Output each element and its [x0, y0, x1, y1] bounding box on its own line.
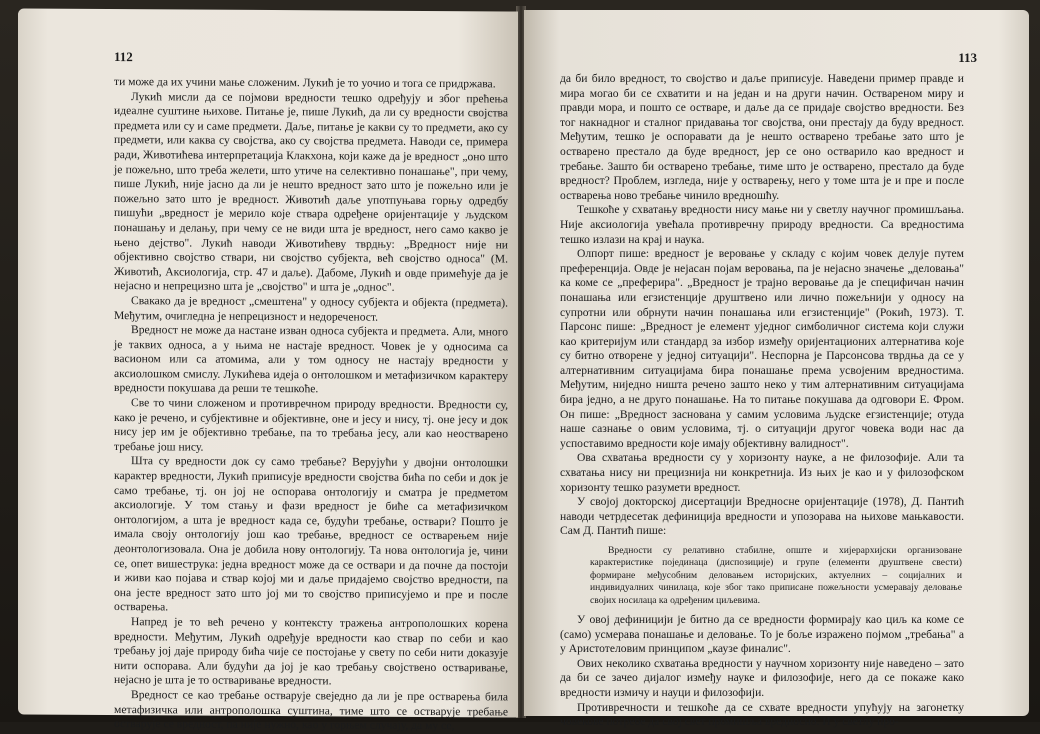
- paragraph: Напред је то већ речено у контексту тражења антрополошких корена вредности. Међутим, Лукић одређује вредности као ствар по себи и као требању јој даје природу бића чије се постојање у свету по себи нити доказује нити оспорава. Али будући да јој је као требању својствено остваривање, нејасно је шта је то остваривање вредности.: [114, 615, 508, 688]
- paragraph: Олпорт пише: вредност је веровање у складу с којим човек делује путем преференција. Овде је нејасан појам веровања, па је нејасно значење „деловања" ка коме се „преферира". „Вредност је трајно веровање да је специфичан начин понашања или егзистенције друштвено или лично пожељнији у односу на супротни или обрнути начин понашања или егзистенције" (Рокић, 1973). Т. Парсонс пише: „Вредност је елемент уједног симболичног система који служи као критеријум или стандард за избор између оријентационих алтернатива које су битно отворене у једној ситуацији". Неспорна је Парсонсова тврдња да се у алтернативним ситуацијама бира понашање према усвојеним вредностима. Међутим, ниједно ништа речено зашто неко у тим алтернативним ситуацијама бира једно, а не друго понашање. На то питање покушава да одговори Е. Фром. Он пише: „Вредност заснована у самим условима људске егзистенције; отуда наше сазнање о овим условима, тј. о ситуацији другог човека води нас да успоставимо вредности које имају објективну валидност".: [560, 247, 964, 450]
- paragraph: Вредност не може да настане изван односа субјекта и предмета. Али, много је таквих односа, а у њима не настаје вредност. Човек је у односима са васионом или са атомима, али у том односу не настају вредности у аксиолошком смислу. Лукићева идеја о онтолошком и метафизичком карактеру вредности покушава да реши те тешкоће.: [114, 323, 508, 396]
- paragraph: Све то чини сложеном и противречном природу вредности. Вредности су, како је речено, и субјективне и објективне, оне и јесу и нису, тј. оне јесу и док нису јер им је објективно требање, па то требања јесу, али као неостварено требање још нису.: [114, 396, 508, 454]
- block-quote-text: Вредности су релативно стабилне, опште и хијерархијски организоване карактеристике појединаца (диспозиције) и групе (елементи друштвене свести) формиране међусобним деловањем историјских, актуелних – социјалних и индивидуалних чинилаца, које због тако приписане пожељности усмеравају деловање својих носилаца ка одређеним циљевима.: [590, 545, 962, 606]
- paragraph: ти може да их учини мање сложеним. Лукић је то уочио и тога се придржава.: [114, 75, 496, 91]
- paragraph: Противречности и тешкоће да се схвате вредности упућују на загонетку човекове потребе да свој свет промишља вредносно. И у светлу про-: [560, 700, 964, 729]
- paragraph: Лукић мисли да се појмови вредности тешко одређују и због прећења идеалне суштине њихове. Питање је, пише Лукић, да ли су вредности својства предмета или су и саме предмети. Даље, питање је какви су то предмети, ако су предмети, или каква су својства, ако су својства предмета. Наводи се, примера ради, Животићева интерпретација Клакхона, који каже да је вредност „оно што је пожељно, што треба желети, што утиче на селективно понашање", при чему, пише Лукић, није јасно да ли је нешто вредност зато што је пожељно или је пожељно зато што је вредност. Животић даље употпуњава горњу одредбу пишући „вредност је мерило које ствара одређене оријентације у људском понашању и делању, при чему се не види шта је вредност, него само какво је њено дејство". Лукић наводи Животићеву тврдњу: „Вредност није ни објективно својство ствари, ни својство субјекта, већ својство односа" (М. Животић, Аксиологија, стр. 47 и даље). Дабоме, Лукић и овде примећује да је нејасно и непрецизно шта је „својство" и шта је „однос".: [114, 89, 508, 295]
- page-number-right: 113: [958, 50, 977, 65]
- paragraph: да би било вредност, то својство и даље приписује. Наведени пример правде и мира могао би се схватити и на један и на други начин. Оствареном миру и правди мора, и пошто се остваре, и даље да се придаје својство вредности. Без тог накнадног и сталног придавања тог својства, они престају да буду вредност. Међутим, тешко је оспоравати да је нешто остварено требање зато што је остварено престало да буде вредност, јер се оно остварило као вредност и требање. Зашто би остварено требање, тиме што је остварено, престало да буде вредност? Проблем, изгледа, није у остварењу, него у томе шта је и пре и после остварења ново требање чинило вредношћу.: [560, 72, 964, 202]
- paragraph: Ова схватања вредности су у хоризонту науке, а не филозофије. Али та схватања нису ни прецизнија ни конкретнија. Из њих је као и у филозофском хоризонту тешко разумети вредност.: [560, 451, 964, 494]
- block-quote: [560, 545, 964, 607]
- paragraph: Тешкоће у схватању вредности нису мање ни у светлу научног промишљања. Није аксиологија увећала противречну природу вредности. Са вредностима тешко излази на крај и наука.: [560, 203, 964, 246]
- paragraph: Вредност се као требање остварује свеједно да ли је пре остварења била метафизичка или антрополошка суштина, тиме што се остварује требање остварује се вредност, па није нужно, као у горњем случају, да му се,: [114, 688, 508, 733]
- right-page: [524, 10, 1029, 729]
- right-page-text: [560, 72, 964, 730]
- paragraph: У својој докторској дисертацији Вредносне оријентације (1978), Д. Пантић наводи четрдесетак дефиниција вредности и упозорава на њихове мањкавости. Сам Д. Пантић пише:: [560, 495, 964, 538]
- paragraph: У овој дефиницији је битно да се вредности формирају као циљ ка коме се (само) усмерава понашање и деловање. То је боље изражено појмом „требања" а у Аристотеловим принципом „каузе финалис".: [560, 613, 964, 656]
- paragraph: Ових неколико схватања вредности у научном хоризонту није наведено – зато да би се зачео дијалог између науке и филозофије, него да се покаже како вредности измичу и науци и филозофији.: [560, 656, 964, 699]
- paragraph: Шта су вредности док су само требање? Верујући у двојни онтолошки карактер вредности, Лукић приписује вредности својства бића по себи и док је само требање, тј. он јој не оспорава онтологију и сматра је предметом аксиологије. У том стању и фази вредност је биће са метафизичком онтологијом, а шта је вредност када се, будући требање, оствари? Пошто је имала своју онтологију још као требање, вредност се остварењем није деонтологизовала. Она је добила нову онтологију. Та нова онтологија је, чини се, опет вишеструка: једна вредност може да се оствари и да почне да постоји и живи као појава и ствар којој ми и даље придајемо својство вредности, па она јесте вредност зато што јој ми то својство приписујемо и пре и после остварења.: [114, 454, 508, 614]
- left-page: [18, 8, 518, 733]
- page-number-left: 112: [114, 49, 133, 65]
- left-page-text: [114, 75, 508, 734]
- paragraph: Свакако да је вредност „смештена" у односу субјекта и објекта (предмета). Међутим, очигледна је непрецизност и недореченост.: [114, 294, 508, 324]
